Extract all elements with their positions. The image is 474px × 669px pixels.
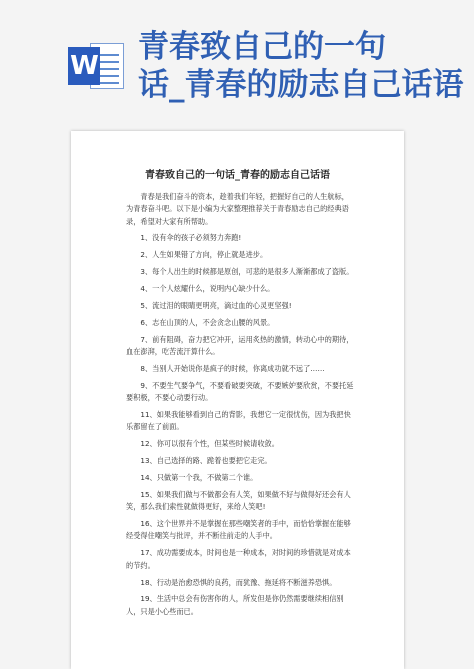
list-item: 11、如果我能够看到自己的背影，我想它一定很忧伤，因为我把快乐都留在了前面。 bbox=[126, 410, 351, 432]
word-letter-icon: W bbox=[68, 47, 100, 85]
list-item: 3、每个人出生的时候都是原创，可悲的是很多人渐渐都成了盗版。 bbox=[140, 267, 354, 277]
banner bbox=[0, 0, 474, 115]
list-item: 17、成功需要成本，时间也是一种成本，对时间的珍惜就是对成本的节约。 bbox=[126, 548, 351, 570]
document-title: 青春致自己的一句话_青春的励志自己话语 bbox=[145, 170, 330, 181]
banner-title-line2: 话_青春的励志自己话语 bbox=[138, 67, 464, 103]
list-item: 14、只做第一个我，不做第二个谁。 bbox=[140, 473, 258, 483]
list-item: 12、你可以很有个性，但某些时候请收敛。 bbox=[140, 439, 279, 449]
document-page bbox=[71, 131, 404, 669]
intro-paragraph: 青春是我们奋斗的资本，趁着我们年轻，把握好自己的人生航标，为青春奋斗吧。以下是小编为大家整理推荐关于青春励志自己的经典语录，希望对大家有所帮助。 bbox=[126, 192, 349, 226]
list-item: 8、当别人开始说你是疯子的时候，你离成功就不远了…… bbox=[140, 364, 325, 374]
list-item: 5、流过泪的眼睛更明亮，滴过血的心灵更坚强! bbox=[140, 301, 292, 311]
document-body bbox=[126, 191, 354, 623]
list-item: 15、如果我们做与不做都会有人笑，如果做不好与做得好还会有人笑，那么我们索性就做得更好，来给人笑吧! bbox=[126, 489, 351, 512]
word-document-icon bbox=[68, 41, 124, 91]
list-item: 18、行动是治愈恐惧的良药，而犹豫、拖延将不断滋养恐惧。 bbox=[140, 577, 337, 587]
list-item: 9、不要生气要争气，不要看破要突破，不要嫉妒要欣赏，不要托延要积极，不要心动要行动。 bbox=[126, 380, 354, 403]
banner-title bbox=[138, 28, 474, 104]
list-item: 19、生活中总会有伤害你的人，所发但是你仍然需要继续相信别人，只是小心些而已。 bbox=[126, 594, 344, 616]
banner-title-line1: 青春致自己的一句 bbox=[138, 29, 386, 65]
list-item: 16、这个世界并不是掌握在那些嘲笑者的手中，而恰恰掌握在能够经受得住嘲笑与批评，并不断往前走的人手中。 bbox=[126, 519, 351, 541]
list-item: 13、自己选择的路、跪着也要把它走完。 bbox=[140, 456, 272, 466]
list-item: 1、没有伞的孩子必须努力奔跑! bbox=[140, 233, 242, 243]
list-item: 6、志在山顶的人，不会贪念山腰的风景。 bbox=[140, 317, 275, 327]
list-item: 4、一个人炫耀什么，说明内心缺少什么。 bbox=[140, 284, 275, 294]
list-item: 2、人生如果错了方向，停止就是进步。 bbox=[140, 250, 268, 260]
list-item: 7、前有阻碍，奋力把它冲开，运用炙热的激情，转动心中的期待，血在澎湃，吃苦流汗算什么。 bbox=[126, 334, 354, 357]
